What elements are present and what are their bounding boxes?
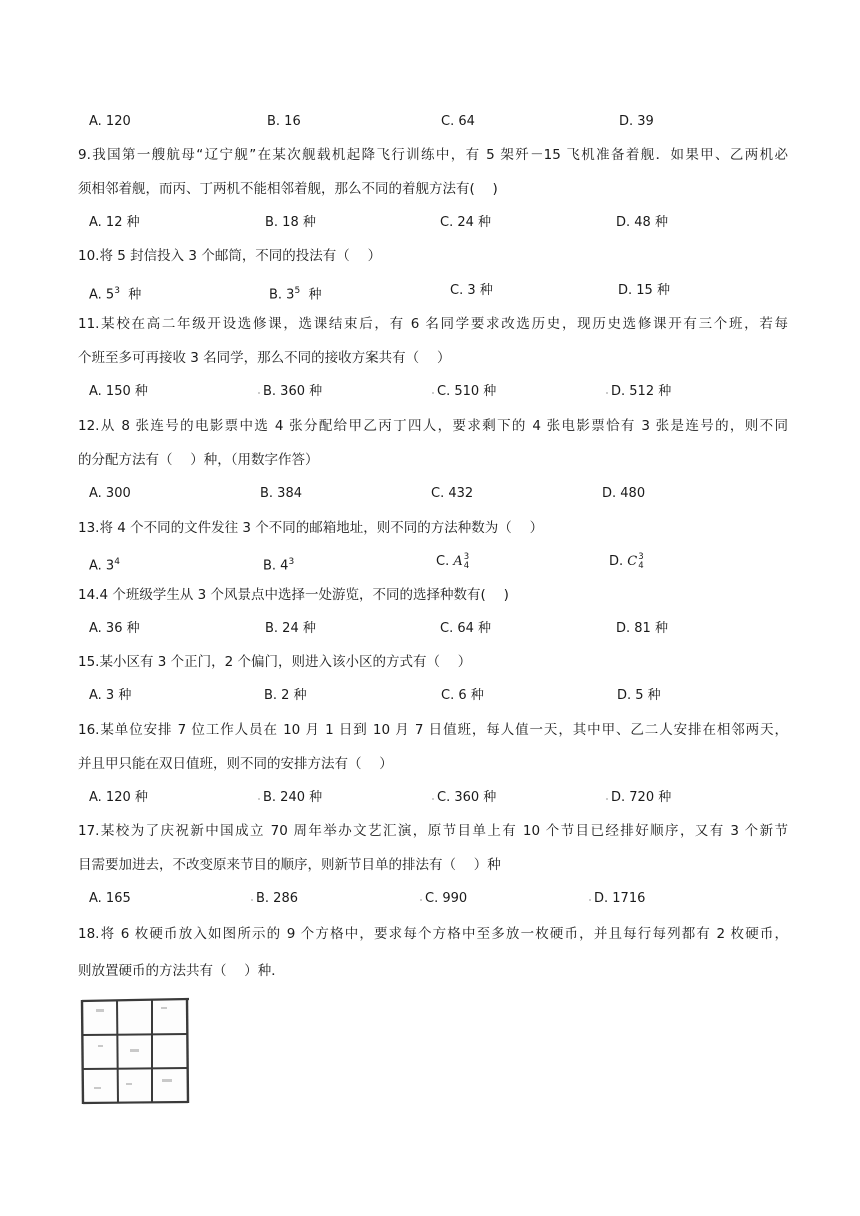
scan-dot xyxy=(420,899,422,901)
q12-option-c: C. 432 xyxy=(431,486,474,501)
q14-option-c: C. 64 种 xyxy=(440,621,492,636)
q13-option-c-letter: A xyxy=(453,554,463,569)
q11-stem-line2: 个班至多可再接收 3 名同学，那么不同的接收方案共有（ ） xyxy=(78,350,451,366)
q10-options xyxy=(89,281,789,301)
q16-option-a: A. 120 种 xyxy=(89,790,148,805)
grid-line-left xyxy=(82,1000,83,1104)
q12-option-a: A. 300 xyxy=(89,486,131,501)
q8-option-c: C. 64 xyxy=(441,114,475,129)
q10-stem: 10.将 5 封信投入 3 个邮筒，不同的投法有（ ） xyxy=(78,248,382,264)
q9-stem-line2: 须相邻着舰，而丙、丁两机不能相邻着舰，那么不同的着舰方法有( ) xyxy=(78,181,498,197)
scan-dot xyxy=(258,392,260,394)
q9-options xyxy=(89,213,789,233)
q15-option-a: A. 3 种 xyxy=(89,688,132,703)
q13-option-a-exponent: 4 xyxy=(114,557,120,567)
q16-option-d-text: D. 720 种 xyxy=(611,790,672,805)
q14-stem: 14.4 个班级学生从 3 个风景点中选择一处游览，不同的选择种数有( ) xyxy=(78,587,509,603)
q13-option-b-base: B. 4 xyxy=(263,558,289,574)
q12-options xyxy=(89,484,789,504)
q13-option-d-letter: C xyxy=(627,554,638,569)
scan-dot xyxy=(606,798,608,800)
q17-stem-line1: 17.某校为了庆祝新中国成立 70 周年举办文艺汇演，原节目单上有 10 个节目已经排好顺序，又有 3 个新节 xyxy=(78,823,788,839)
q10-option-d: D. 15 种 xyxy=(618,283,670,298)
q9-option-d: D. 48 种 xyxy=(616,215,668,230)
q13-option-d-prefix: D. xyxy=(609,554,628,569)
q8-option-d: D. 39 xyxy=(619,114,654,129)
q11-option-d xyxy=(611,382,671,402)
q15-option-d: D. 5 种 xyxy=(617,688,661,703)
q14-option-d: D. 81 种 xyxy=(616,621,668,636)
q17-option-c-text: C. 990 xyxy=(425,891,468,906)
q16-option-c xyxy=(437,788,496,808)
q10-option-b-base: B. 3 xyxy=(269,287,295,303)
q13-option-a xyxy=(89,552,120,576)
q9-option-a: A. 12 种 xyxy=(89,215,140,230)
q10-option-b xyxy=(269,281,321,305)
q17-option-a: A. 165 xyxy=(89,891,131,906)
q17-options xyxy=(89,889,789,909)
q11-option-d-text: D. 512 种 xyxy=(611,384,672,399)
q13-option-c-indices xyxy=(464,553,469,571)
grid-line-bottom xyxy=(83,1102,188,1103)
scan-dot xyxy=(606,392,608,394)
q10-option-a xyxy=(89,281,141,305)
q11-option-b-text: B. 360 种 xyxy=(263,384,323,399)
q15-stem: 15.某小区有 3 个正门，2 个偏门，则进入该小区的方式有（ ） xyxy=(78,654,472,670)
q16-option-d xyxy=(611,788,671,808)
q13-options xyxy=(89,552,789,572)
scan-dot xyxy=(432,392,434,394)
q10-option-b-unit: 种 xyxy=(300,287,322,303)
q13-option-d-sub: 4 xyxy=(638,560,644,571)
q11-option-a: A. 150 种 xyxy=(89,384,148,399)
q10-option-a-base: A. 5 xyxy=(89,287,115,303)
q9-option-c: C. 24 种 xyxy=(440,215,492,230)
q11-option-c-text: C. 510 种 xyxy=(437,384,497,399)
scan-dot xyxy=(432,798,434,800)
q13-option-c xyxy=(436,552,469,572)
q17-stem-line2: 目需要加进去，不改变原来节目的顺序，则新节目单的排法有（ ）种 xyxy=(78,857,501,873)
q10-option-c: C. 3 种 xyxy=(450,283,493,298)
q11-stem-line1: 11.某校在高二年级开设选修课，选课结束后，有 6 名同学要求改选历史，现历史选修课开有三个班，若每 xyxy=(78,316,788,332)
q11-option-b xyxy=(263,382,322,402)
q9-stem-line1: 9.我国第一艘航母“辽宁舰”在某次舰载机起降飞行训练中，有 5 架歼－15 飞机准备着舰．如果甲、乙两机必 xyxy=(78,147,788,163)
q9-option-b: B. 18 种 xyxy=(265,215,316,230)
grid-figure xyxy=(76,997,194,1107)
q14-options xyxy=(89,619,789,639)
q13-option-c-sub: 4 xyxy=(463,560,470,571)
q11-options xyxy=(89,382,789,402)
q13-option-c-prefix: C. xyxy=(436,554,454,569)
q17-option-d xyxy=(594,889,645,909)
q12-stem-line1: 12.从 8 张连号的电影票中选 4 张分配给甲乙丙丁四人，要求剩下的 4 张电影票恰有 3 张是连号的，则不同 xyxy=(78,418,788,434)
q12-option-b: B. 384 xyxy=(260,486,302,501)
q8-option-b: B. 16 xyxy=(267,114,301,129)
q10-option-b-exponent: 5 xyxy=(294,286,301,296)
q13-option-d-indices xyxy=(638,553,643,571)
q15-option-c: C. 6 种 xyxy=(441,688,484,703)
scan-dot xyxy=(589,899,591,901)
q15-options xyxy=(89,686,789,706)
grid-line-row1 xyxy=(82,1034,188,1035)
q14-option-b: B. 24 种 xyxy=(265,621,316,636)
q13-option-b-exponent: 3 xyxy=(288,557,295,567)
grid-line-right xyxy=(187,999,188,1103)
q17-option-d-text: D. 1716 xyxy=(594,891,646,906)
q13-option-b xyxy=(263,552,294,576)
q10-option-a-unit: 种 xyxy=(119,287,142,303)
q8-options xyxy=(89,112,789,132)
scan-dot xyxy=(258,798,260,800)
q17-option-c xyxy=(425,889,467,909)
q12-stem-line2: 的分配方法有（ ）种，（用数字作答） xyxy=(78,452,319,468)
q16-option-b-text: B. 240 种 xyxy=(263,790,323,805)
q13-option-d xyxy=(609,552,644,572)
q16-option-b xyxy=(263,788,322,808)
q14-option-a: A. 36 种 xyxy=(89,621,140,636)
q16-stem-line2: 并且甲只能在双日值班，则不同的安排方法有（ ） xyxy=(78,756,393,772)
q13-stem: 13.将 4 个不同的文件发往 3 个不同的邮箱地址，则不同的方法种数为（ ） xyxy=(78,520,544,536)
q16-stem-line1: 16.某单位安排 7 位工作人员在 10 月 1 日到 10 月 7 日值班，每人值一天，其中甲、乙二人安排在相邻两天， xyxy=(78,722,788,738)
q16-option-c-text: C. 360 种 xyxy=(437,790,497,805)
q18-stem-line1: 18.将 6 枚硬币放入如图所示的 9 个方格中，要求每个方格中至多放一枚硬币，并且每行每列都有 2 枚硬币， xyxy=(78,926,788,942)
q13-option-d-sup: 3 xyxy=(638,551,644,562)
scan-dot xyxy=(251,899,253,901)
q15-option-b: B. 2 种 xyxy=(264,688,307,703)
grid-line-row2 xyxy=(82,1068,188,1069)
q18-stem-line2: 则放置硬币的方法共有（ ）种． xyxy=(78,963,285,979)
q17-option-b-text: B. 286 xyxy=(256,891,298,906)
q17-option-b xyxy=(256,889,298,909)
q13-option-a-base: A. 3 xyxy=(89,558,115,574)
q12-option-d: D. 480 xyxy=(602,486,646,501)
q8-option-a: A. 120 xyxy=(89,114,131,129)
q13-option-c-sup: 3 xyxy=(463,551,470,562)
q10-option-a-exponent: 3 xyxy=(114,286,120,296)
grid-line-col1 xyxy=(117,1000,118,1103)
q16-options xyxy=(89,788,789,808)
q11-option-c xyxy=(437,382,496,402)
